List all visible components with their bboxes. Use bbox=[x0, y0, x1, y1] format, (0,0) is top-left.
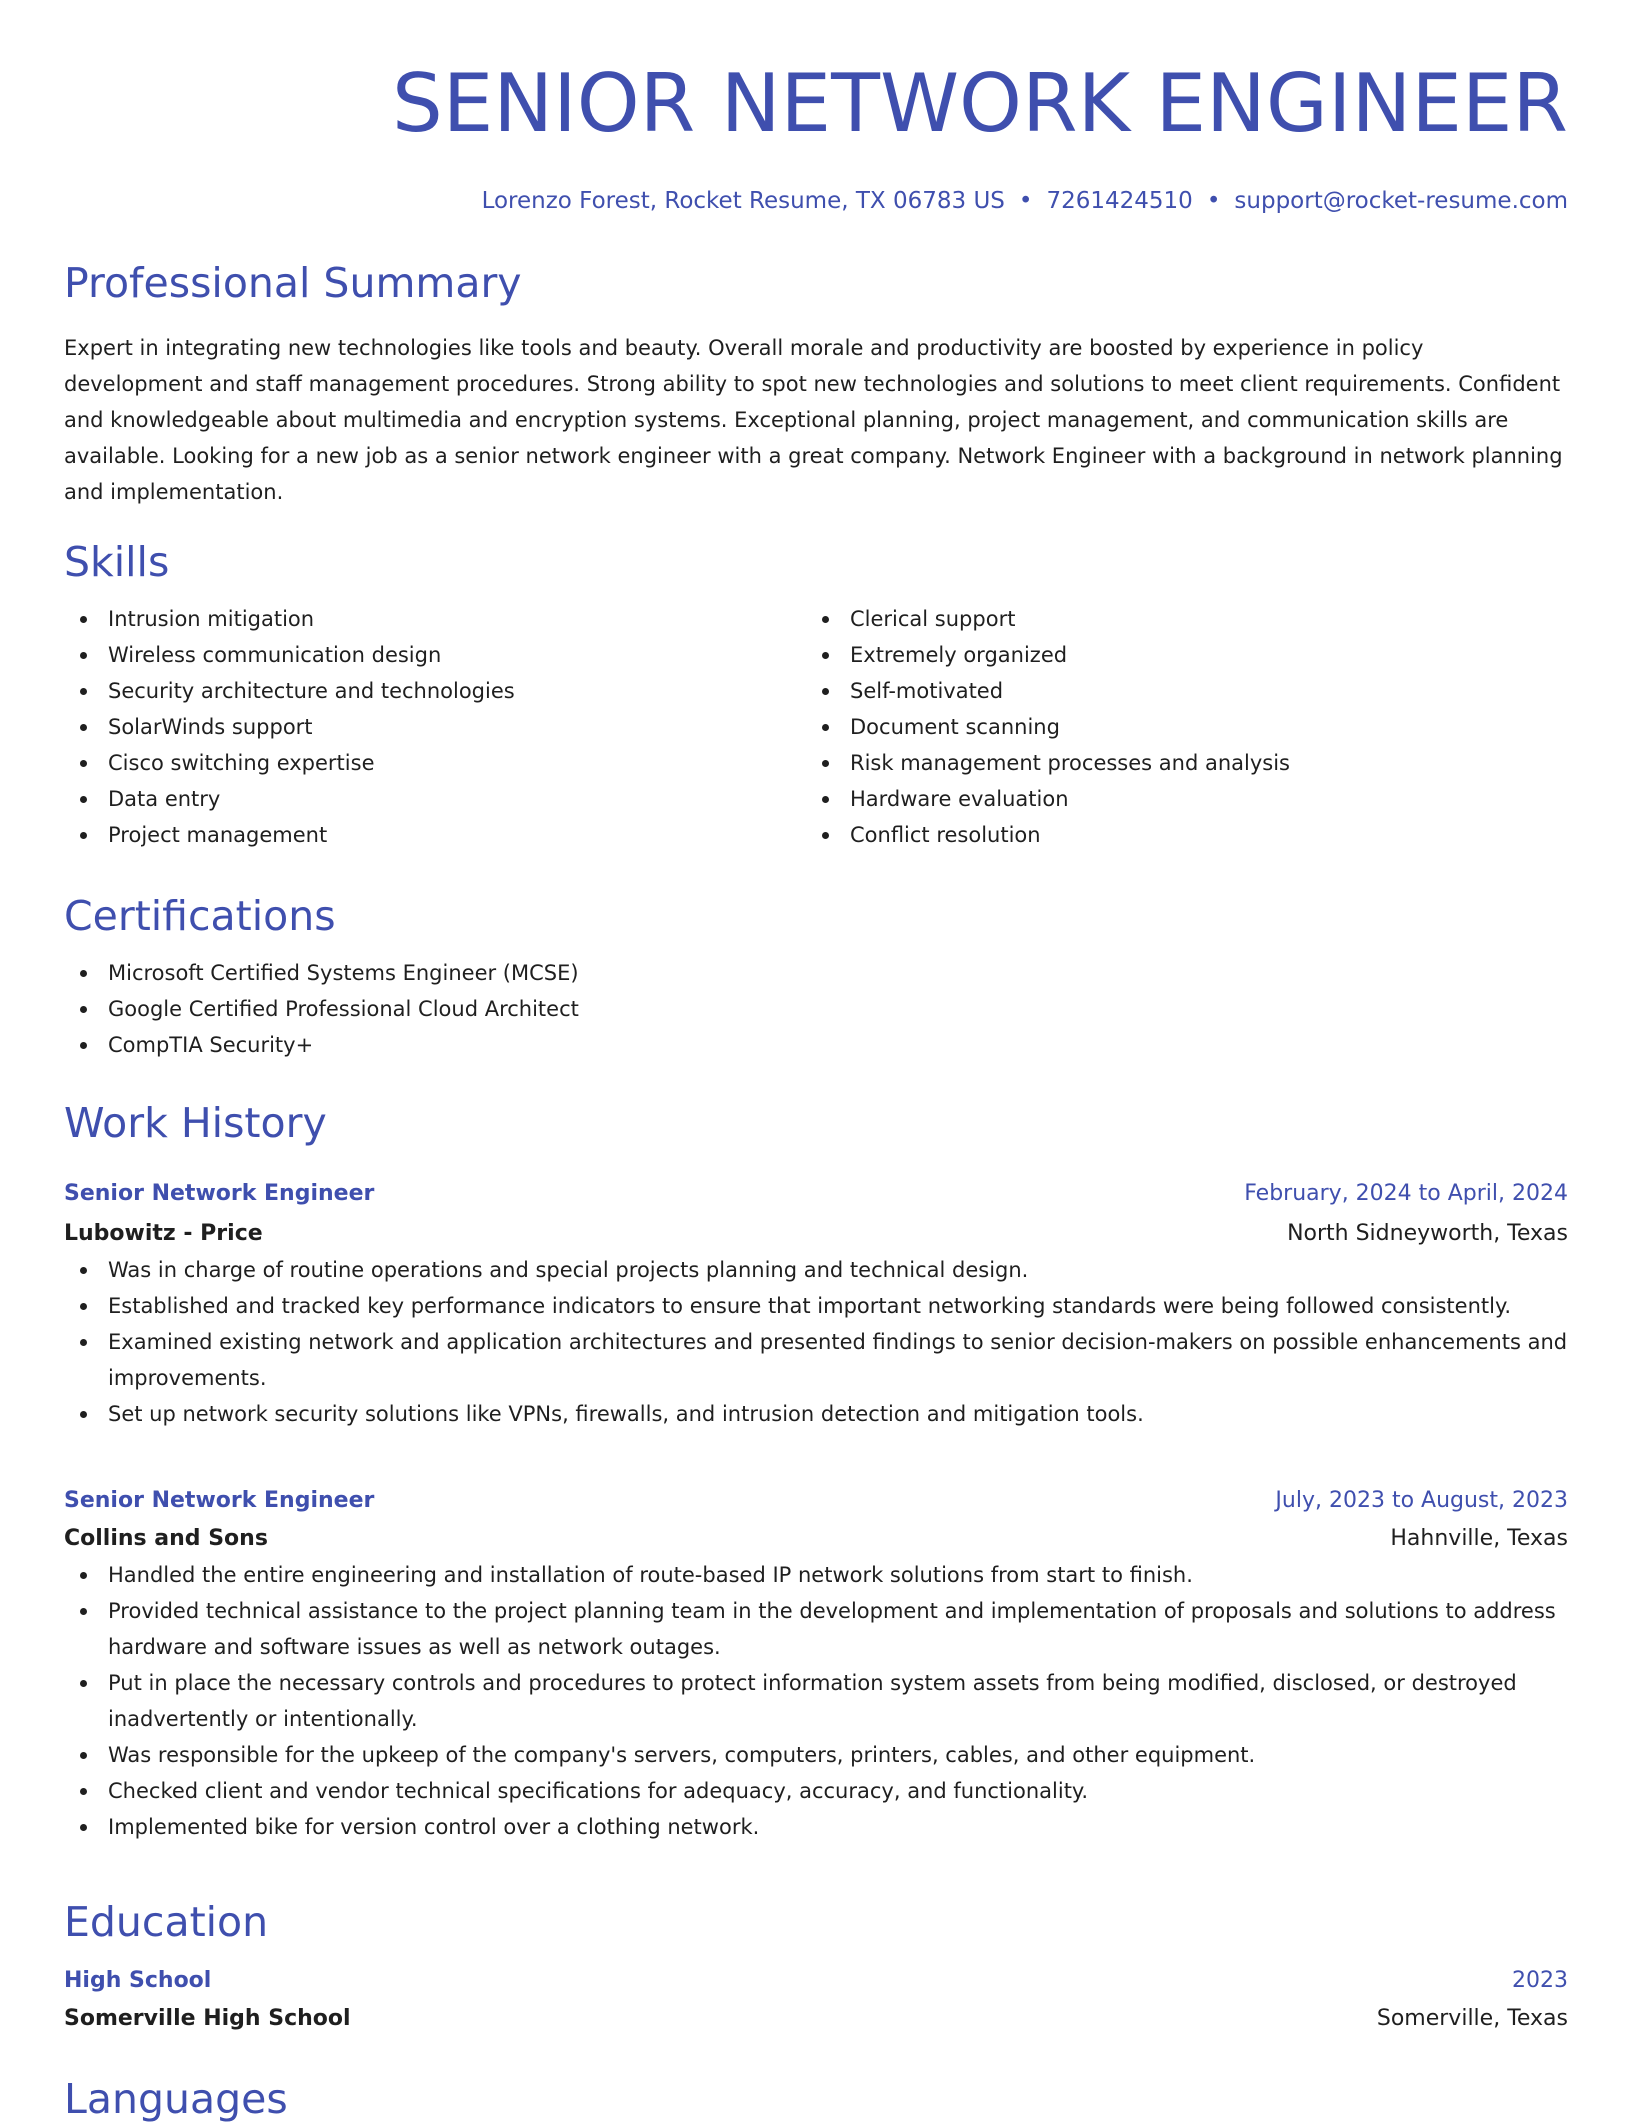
job-bullet: Set up network security solutions like VPNs, firewalls, and intrusion detection and mitigation tools. bbox=[64, 1396, 1568, 1432]
certification-item: Microsoft Certified Systems Engineer (MCSE) bbox=[64, 955, 1568, 991]
languages-section bbox=[64, 2074, 1568, 2124]
job-bullet: Was responsible for the upkeep of the company's servers, computers, printers, cables, and other equipment. bbox=[64, 1737, 1568, 1773]
job-title-row bbox=[64, 1176, 1568, 1212]
work-heading: Work History bbox=[64, 1099, 327, 1147]
job-company-row bbox=[64, 1521, 1568, 1557]
education-year: 2023 bbox=[1512, 1968, 1568, 1993]
skill-item: Wireless communication design bbox=[64, 637, 806, 673]
contact-separator: • bbox=[1018, 188, 1033, 214]
certifications-heading: Certifications bbox=[64, 892, 336, 940]
job-bullets bbox=[64, 1252, 1568, 1432]
contact-address: Lorenzo Forest, Rocket Resume, TX 06783 US bbox=[481, 188, 1005, 214]
job-entry bbox=[64, 1176, 1568, 1432]
job-bullet: Implemented bike for version control over a clothing network. bbox=[64, 1809, 1568, 1845]
job-title: Senior Network Engineer bbox=[64, 1181, 375, 1206]
education-degree-row bbox=[64, 1963, 1568, 1999]
certification-item: Google Certified Professional Cloud Architect bbox=[64, 991, 1568, 1027]
job-dates: February, 2024 to April, 2024 bbox=[1244, 1181, 1568, 1206]
job-company: Collins and Sons bbox=[64, 1526, 268, 1551]
skill-item: Project management bbox=[64, 817, 806, 853]
education-degree: High School bbox=[64, 1968, 212, 1993]
job-bullet: Put in place the necessary controls and procedures to protect information system assets from being modified, disclosed, or destroyed inadvertently or intentionally. bbox=[64, 1665, 1568, 1737]
skills-list-right bbox=[806, 601, 1548, 853]
contact-separator: • bbox=[1206, 188, 1221, 214]
job-location: Hahnville, Texas bbox=[1390, 1526, 1568, 1551]
job-bullets bbox=[64, 1557, 1568, 1845]
certification-item: CompTIA Security+ bbox=[64, 1027, 1568, 1063]
job-bullet: Examined existing network and application architectures and presented findings to senior decision-makers on possible enhancements and improvements. bbox=[64, 1324, 1568, 1396]
contact-email: support@rocket-resume.com bbox=[1234, 188, 1568, 214]
contact-line bbox=[64, 186, 1568, 216]
job-bullet: Established and tracked key performance indicators to ensure that important networking standards were being followed consistently. bbox=[64, 1288, 1568, 1324]
skills-list-left bbox=[64, 601, 806, 853]
skill-item: Cisco switching expertise bbox=[64, 745, 806, 781]
skills-heading: Skills bbox=[64, 538, 170, 586]
summary-heading: Professional Summary bbox=[64, 259, 522, 307]
resume-header bbox=[64, 0, 1568, 216]
skill-item: Extremely organized bbox=[806, 637, 1548, 673]
job-bullet: Provided technical assistance to the project planning team in the development and implementation of proposals and solutions to address hardware and software issues as well as network outages. bbox=[64, 1593, 1568, 1665]
job-company: Lubowitz - Price bbox=[64, 1221, 263, 1246]
resume-page bbox=[64, 0, 1568, 2123]
skills-section bbox=[64, 537, 1568, 853]
summary-text: Expert in integrating new technologies like tools and beauty. Overall morale and productivity are boosted by experience in policy development and staff management procedures. Strong ability to spot new technologies and solutions to meet client requirements. Confident and knowledgeable about multimedia and encryption systems. Exceptional planning, project management, and communication skills are available. Looking for a new job as a senior network engineer with a great company. Network Engineer with a background in network planning and implementation. bbox=[64, 336, 1563, 504]
education-school-row bbox=[64, 2001, 1568, 2037]
job-location: North Sidneyworth, Texas bbox=[1287, 1221, 1568, 1246]
certifications-section bbox=[64, 891, 1568, 1063]
skill-item: Security architecture and technologies bbox=[64, 673, 806, 709]
education-school: Somerville High School bbox=[64, 2006, 351, 2031]
education-section bbox=[64, 1897, 1568, 2037]
job-dates: July, 2023 to August, 2023 bbox=[1275, 1488, 1568, 1513]
skill-item: Data entry bbox=[64, 781, 806, 817]
resume-title: SENIOR NETWORK ENGINEER bbox=[391, 57, 1568, 150]
skill-item: Risk management processes and analysis bbox=[806, 745, 1548, 781]
skill-item: SolarWinds support bbox=[64, 709, 806, 745]
skill-item: Self-motivated bbox=[806, 673, 1548, 709]
summary-section bbox=[64, 258, 1568, 510]
skill-item: Document scanning bbox=[806, 709, 1548, 745]
work-section bbox=[64, 1098, 1568, 1148]
contact-phone: 7261424510 bbox=[1046, 188, 1193, 214]
job-company-row bbox=[64, 1216, 1568, 1252]
job-title-row bbox=[64, 1483, 1568, 1519]
certifications-list bbox=[64, 955, 1568, 1063]
skill-item: Conflict resolution bbox=[806, 817, 1548, 853]
job-bullet: Checked client and vendor technical specifications for adequacy, accuracy, and functionality. bbox=[64, 1773, 1568, 1809]
job-title: Senior Network Engineer bbox=[64, 1488, 375, 1513]
skill-item: Intrusion mitigation bbox=[64, 601, 806, 637]
skill-item: Hardware evaluation bbox=[806, 781, 1548, 817]
education-location: Somerville, Texas bbox=[1376, 2006, 1568, 2031]
job-bullet: Was in charge of routine operations and special projects planning and technical design. bbox=[64, 1252, 1568, 1288]
languages-heading: Languages bbox=[64, 2075, 288, 2123]
skill-item: Clerical support bbox=[806, 601, 1548, 637]
job-entry bbox=[64, 1483, 1568, 1845]
job-bullet: Handled the entire engineering and installation of route-based IP network solutions from start to finish. bbox=[64, 1557, 1568, 1593]
education-heading: Education bbox=[64, 1898, 269, 1946]
skills-grid bbox=[64, 601, 1568, 853]
